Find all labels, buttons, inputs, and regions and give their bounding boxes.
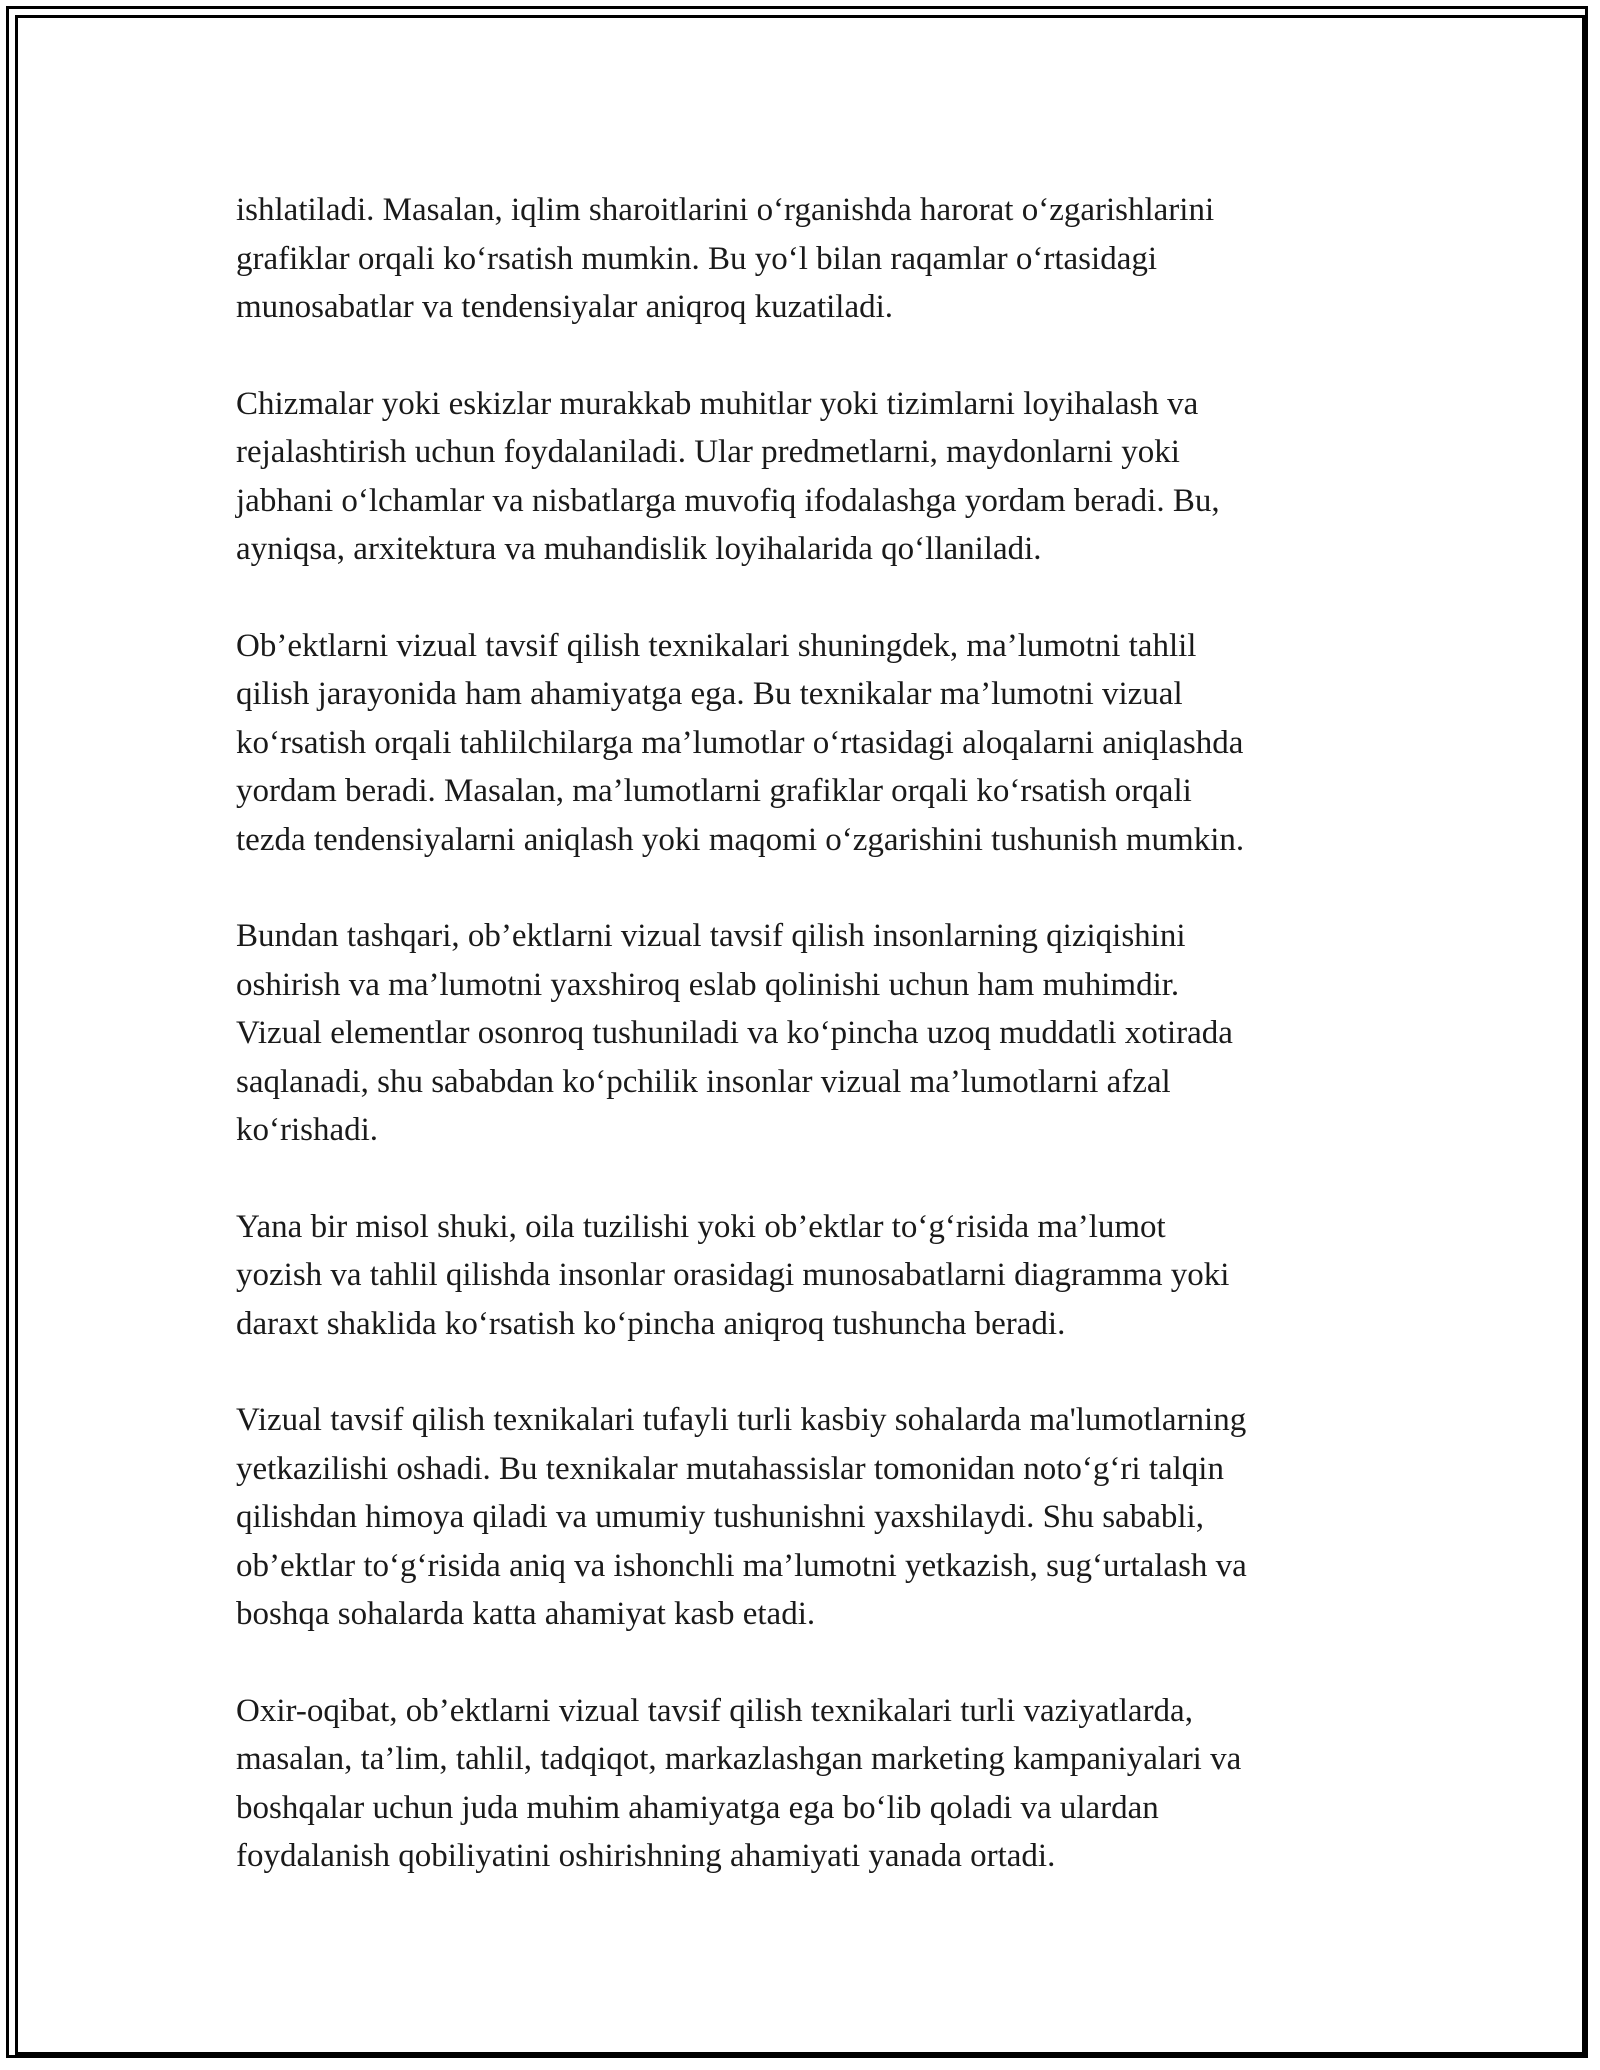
paragraph-line: yetkazilishi oshadi. Bu texnikalar mutahassislar tomonidan noto‘g‘ri talqin <box>236 1450 1224 1487</box>
document-body <box>236 186 1376 1929</box>
paragraph-line: qilish jarayonida ham ahamiyatga ega. Bu texnikalar ma’lumotni vizual <box>236 676 1183 712</box>
paragraph-line: ko‘rsatish orqali tahlilchilarga ma’lumotlar o‘rtasidagi aloqalarni aniqlashda <box>236 724 1244 761</box>
paragraph-line: masalan, ta’lim, tahlil, tadqiqot, markazlashgan marketing kampaniyalari va <box>236 1741 1242 1777</box>
paragraph-line: daraxt shaklida ko‘rsatish ko‘pincha aniqroq tushuncha beradi. <box>236 1305 1066 1342</box>
paragraph-6 <box>236 1396 1376 1639</box>
paragraph-line: Bundan tashqari, ob’ektlarni vizual tavsif qilish insonlarning qiziqishini <box>236 918 1186 954</box>
paragraph-line: saqlanadi, shu sababdan ko‘pchilik insonlar vizual ma’lumotlarni afzal <box>236 1063 1171 1100</box>
paragraph-line: yordam beradi. Masalan, ma’lumotlarni grafiklar orqali ko‘rsatish orqali <box>236 773 1192 809</box>
paragraph-2 <box>236 380 1376 574</box>
paragraph-3 <box>236 622 1376 865</box>
paragraph-line: jabhani o‘lchamlar va nisbatlarga muvofiq ifodalashga yordam beradi. Bu, <box>236 482 1220 519</box>
paragraph-4 <box>236 912 1376 1155</box>
paragraph-line: ko‘rishadi. <box>236 1112 379 1148</box>
paragraph-line: ob’ektlar to‘g‘risida aniq va ishonchli ma’lumotni yetkazish, sug‘urtalash va <box>236 1547 1247 1584</box>
paragraph-5 <box>236 1203 1376 1349</box>
paragraph-line: Vizual elementlar osonroq tushuniladi va ko‘pincha uzoq muddatli xotirada <box>236 1015 1233 1051</box>
paragraph-1 <box>236 186 1376 332</box>
paragraph-line: rejalashtirish uchun foydalaniladi. Ular predmetlarni, maydonlarni yoki <box>236 434 1180 470</box>
paragraph-line: ayniqsa, arxitektura va muhandislik loyihalarida qo‘llaniladi. <box>236 531 1042 567</box>
paragraph-line: Ob’ektlarni vizual tavsif qilish texnikalari shuningdek, ma’lumotni tahlil <box>236 627 1197 664</box>
paragraph-7 <box>236 1687 1376 1881</box>
paragraph-line: Yana bir misol shuki, oila tuzilishi yoki ob’ektlar to‘g‘risida ma’lumot <box>236 1208 1166 1245</box>
paragraph-line: grafiklar orqali ko‘rsatish mumkin. Bu yo‘l bilan raqamlar o‘rtasidagi <box>236 240 1158 277</box>
paragraph-line: boshqa sohalarda katta ahamiyat kasb etadi. <box>236 1596 816 1632</box>
paragraph-line: yozish va tahlil qilishda insonlar orasidagi munosabatlarni diagramma yoki <box>236 1257 1230 1293</box>
paragraph-line: boshqalar uchun juda muhim ahamiyatga ega bo‘lib qoladi va ulardan <box>236 1789 1159 1826</box>
paragraph-line: oshirish va ma’lumotni yaxshiroq eslab qolinishi uchun ham muhimdir. <box>236 966 1180 1003</box>
paragraph-line: ishlatiladi. Masalan, iqlim sharoitlarini o‘rganishda harorat o‘zgarishlarini <box>236 192 1215 228</box>
paragraph-line: qilishdan himoya qiladi va umumiy tushunishni yaxshilaydi. Shu sababli, <box>236 1499 1204 1535</box>
paragraph-line: tezda tendensiyalarni aniqlash yoki maqomi o‘zgarishini tushunish mumkin. <box>236 821 1245 858</box>
paragraph-line: Oxir-oqibat, ob’ektlarni vizual tavsif qilish texnikalari turli vaziyatlarda, <box>236 1692 1193 1729</box>
paragraph-line: Vizual tavsif qilish texnikalari tufayli turli kasbiy sohalarda ma'lumotlarning <box>236 1402 1247 1438</box>
paragraph-line: foydalanish qobiliyatini oshirishning ahamiyati yanada ortadi. <box>236 1838 1056 1874</box>
paragraph-line: munosabatlar va tendensiyalar aniqroq kuzatiladi. <box>236 289 894 325</box>
paragraph-line: Chizmalar yoki eskizlar murakkab muhitlar yoki tizimlarni loyihalash va <box>236 385 1199 422</box>
